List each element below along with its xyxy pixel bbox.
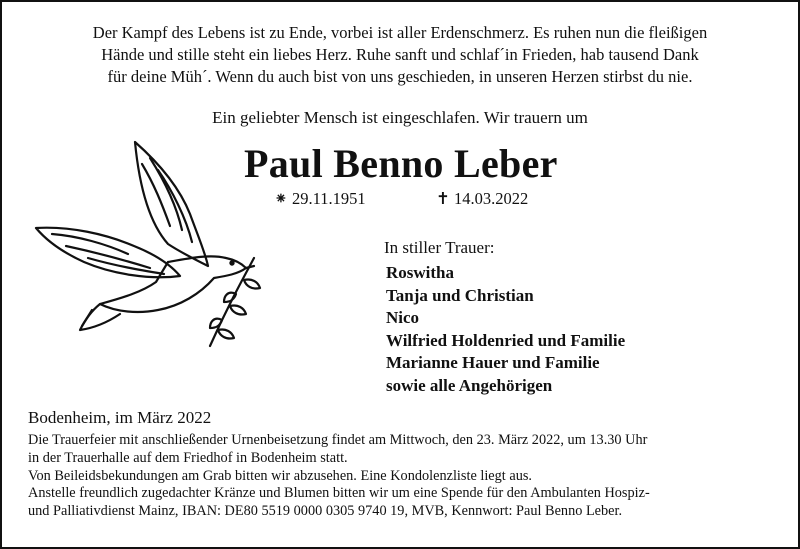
mourner-name: Marianne Hauer und Familie [386, 353, 600, 373]
mourner-name: Roswitha [386, 263, 455, 282]
dove-with-olive-branch-icon [30, 134, 262, 360]
note-line: und Palliativdienst Mainz, IBAN: DE80 5519 0000 0305 9740 19, MVB, Kennwort: Paul Benno Leber. [28, 503, 623, 520]
death-date: ✝ 14.03.2022 [436, 189, 529, 208]
note-line: in der Trauerhalle auf dem Friedhof in Bodenheim statt. [28, 449, 348, 466]
mourning-heading: In stiller Trauer: [384, 238, 495, 257]
poem-line: Hände und stille steht ein liebes Herz. Ruhe sanft und schlaf´in Frieden, hab tausend Dank [101, 45, 699, 64]
note-line: Die Trauerfeier mit anschließender Urnenbeisetzung findet am Mittwoch, den 23. März 2022, um 13.30 Uhr [28, 432, 648, 448]
mourner-name: Nico [386, 308, 420, 328]
poem [0, 22, 800, 88]
mourner-name: Tanja und Christian [386, 285, 534, 305]
note-line: Von Beileidsbekundungen am Grab bitten wir abzusehen. Eine Kondolenzliste liegt aus. [28, 467, 532, 484]
mourner-name: sowie alle Angehörigen [386, 375, 553, 395]
poem-line: Der Kampf des Lebens ist zu Ende, vorbei ist aller Erdenschmerz. Es ruhen nun die fleißigen [92, 23, 708, 42]
mourners-list [386, 262, 625, 398]
birth-date: ⁕ 29.11.1951 [274, 189, 366, 208]
deceased-name: Paul Benno Leber [244, 141, 558, 186]
place-date: Bodenheim, im März 2022 [28, 408, 212, 427]
note-line: Anstelle freundlich zugedachter Kränze und Blumen bitten wir um eine Spende für den Ambulanten Hospiz- [28, 485, 650, 502]
funeral-notes [28, 432, 650, 521]
poem-line: für deine Müh´. Wenn du auch bist von uns geschieden, in unseren Herzen stirbst du nie. [107, 67, 693, 86]
mourner-name: Wilfried Holdenried und Familie [386, 330, 626, 350]
intro-line: Ein geliebter Mensch ist eingeschlafen. Wir trauern um [212, 108, 588, 127]
